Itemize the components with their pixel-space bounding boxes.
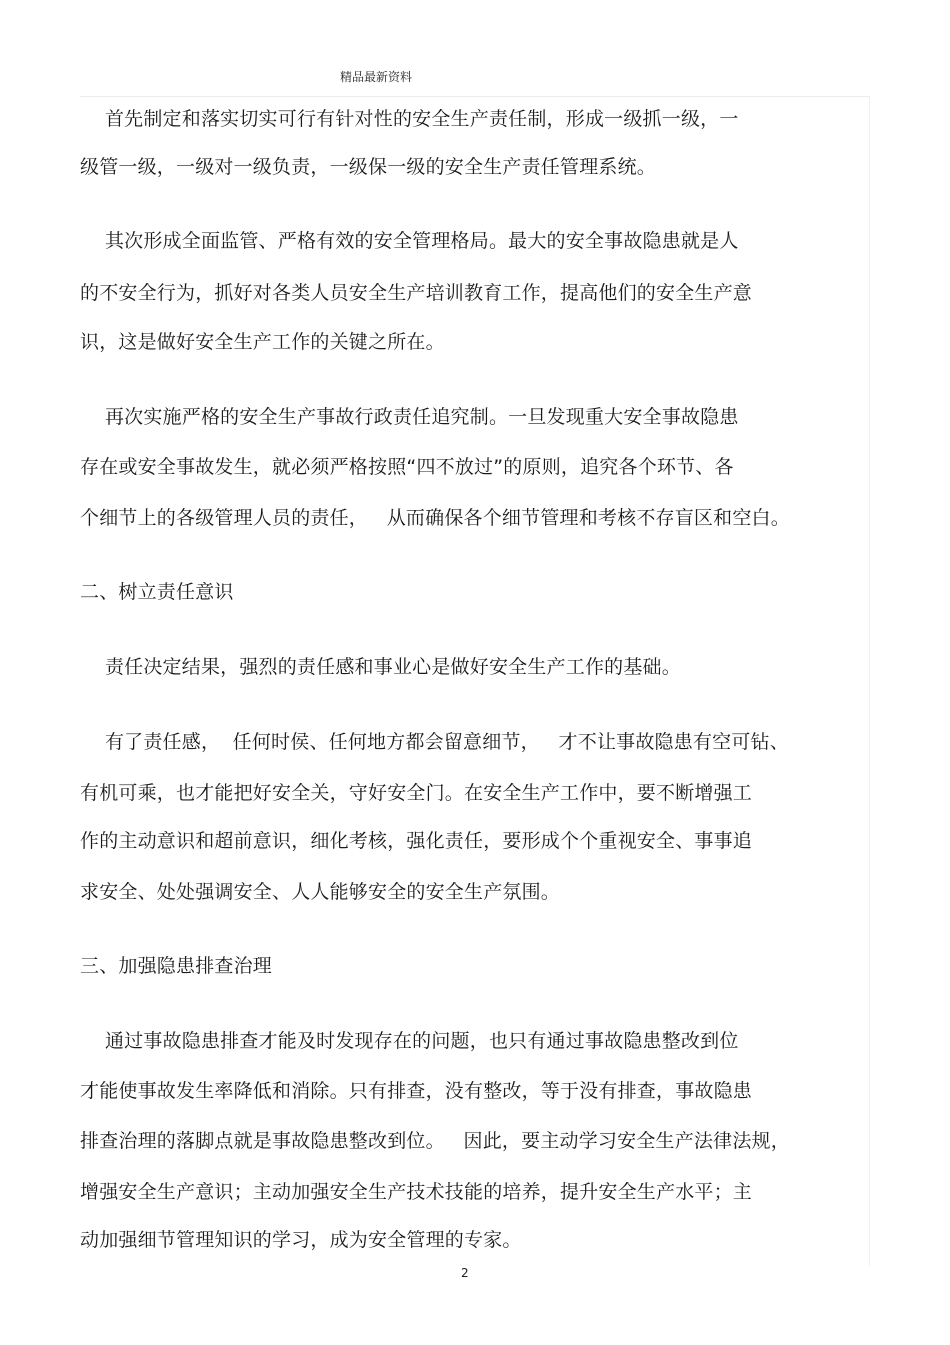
page-header-text: 精品最新资料 <box>340 70 413 84</box>
text-line: 识，这是做好安全生产工作的关键之所在。 <box>80 331 445 353</box>
text-line: 有机可乘，也才能把好安全关，守好安全门。在安全生产工作中，要不断增强工 <box>80 782 753 804</box>
text-line: 才能使事故发生率降低和消除。只有排查，没有整改，等于没有排查，事故隐患 <box>80 1080 753 1102</box>
text-line: 再次实施严格的安全生产事故行政责任追究制。一旦发现重大安全事故隐患 <box>80 406 739 428</box>
text-line: 的不安全行为，抓好对各类人员安全生产培训教育工作，提高他们的安全生产意 <box>80 282 753 304</box>
text-line: 个细节上的各级管理人员的责任， 从而确保各个细节管理和考核不存盲区和空白。 <box>80 507 790 529</box>
text-line: 级管一级，一级对一级负责，一级保一级的安全生产责任管理系统。 <box>80 156 657 178</box>
text-line: 通过事故隐患排查才能及时发现存在的问题，也只有通过事故隐患整改到位 <box>80 1030 739 1052</box>
page-right-border <box>869 96 870 1266</box>
section-heading: 二、树立责任意识 <box>80 581 234 603</box>
text-line: 有了责任感， 任何时侯、任何地方都会留意细节， 才不让事故隐患有空可钻、 <box>80 731 789 753</box>
text-line: 增强安全生产意识；主动加强安全生产技术技能的培养，提升安全生产水平；主 <box>80 1181 753 1203</box>
page-number: 2 <box>461 1266 469 1280</box>
text-line: 责任决定结果，强烈的责任感和事业心是做好安全生产工作的基础。 <box>80 656 681 678</box>
text-line: 作的主动意识和超前意识，细化考核，强化责任，要形成个个重视安全、事事追 <box>80 830 753 852</box>
text-line: 首先制定和落实切实可行有针对性的安全生产责任制，形成一级抓一级，一 <box>80 108 739 130</box>
text-line: 求安全、处处强调安全、人人能够安全的安全生产氛围。 <box>80 881 561 903</box>
section-heading: 三、加强隐患排查治理 <box>80 955 273 977</box>
header-divider <box>80 96 870 97</box>
text-line: 其次形成全面监管、严格有效的安全管理格局。最大的安全事故隐患就是人 <box>80 230 739 252</box>
text-line: 存在或安全事故发生，就必须严格按照“四不放过”的原则，追究各个环节、各 <box>80 456 734 478</box>
text-line: 动加强细节管理知识的学习，成为安全管理的专家。 <box>80 1229 522 1251</box>
text-line: 排查治理的落脚点就是事故隐患整改到位。 因此，要主动学习安全生产法律法规， <box>80 1130 790 1152</box>
